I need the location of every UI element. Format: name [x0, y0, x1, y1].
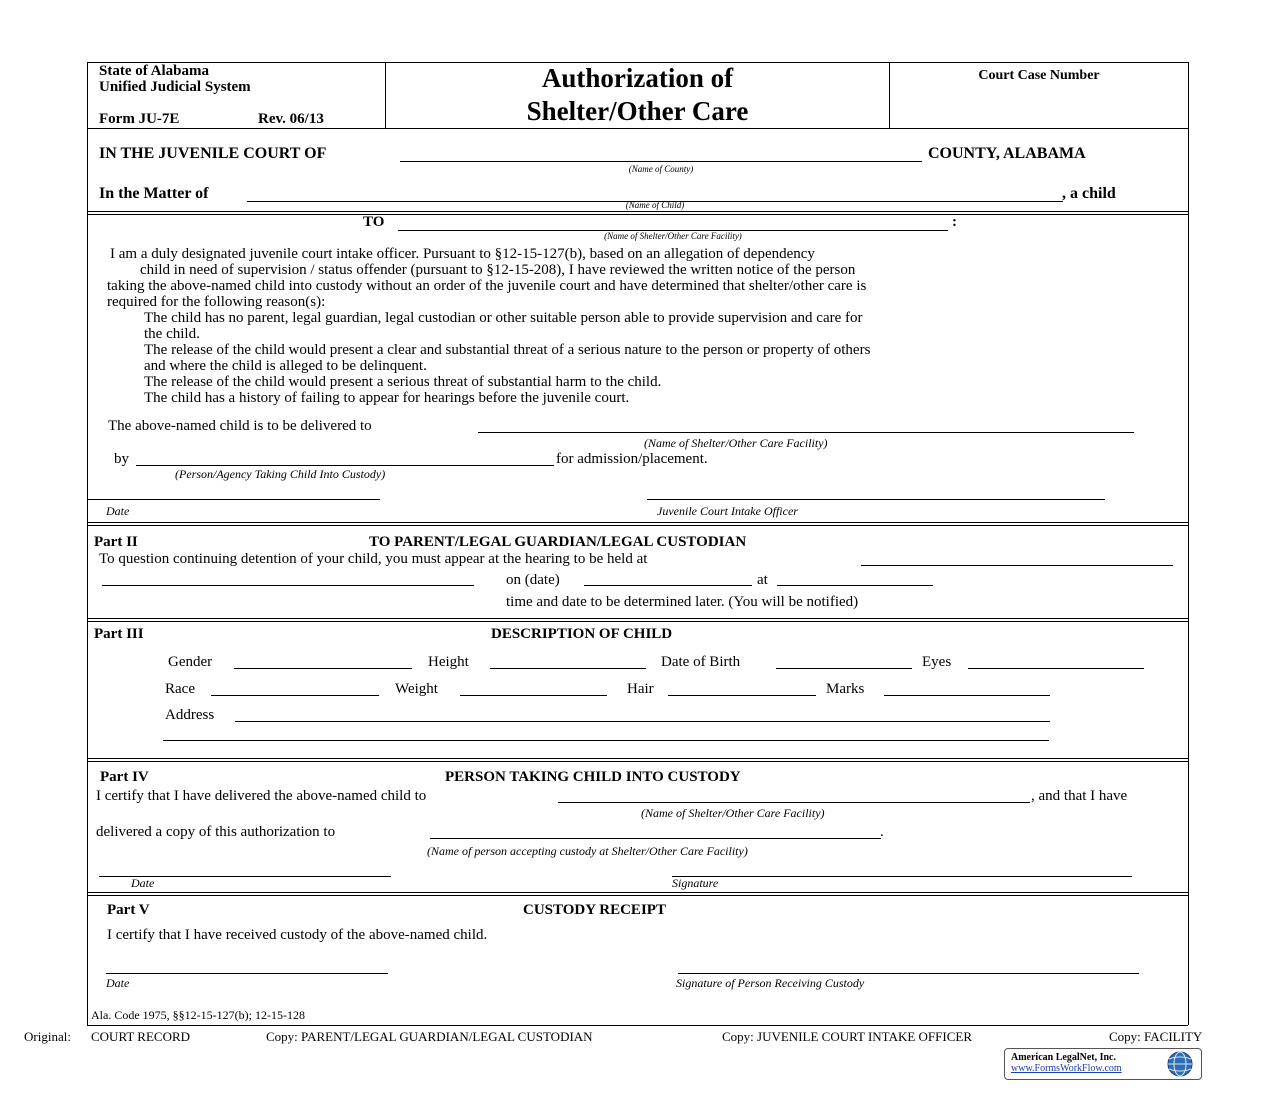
part2-heading: TO PARENT/LEGAL GUARDIAN/LEGAL CUSTODIAN	[369, 534, 747, 550]
address-input-2[interactable]	[163, 740, 1049, 741]
legalnet-logo[interactable]	[1004, 1048, 1202, 1080]
part4-label: Part IV	[100, 769, 149, 785]
hearing-time-input[interactable]	[777, 585, 933, 586]
delivered-to-label: The above-named child is to be delivered to	[108, 418, 372, 434]
to-colon: :	[952, 214, 957, 230]
code-citation: Ala. Code 1975, §§12-15-127(b); 12-15-128	[91, 1008, 305, 1022]
intro-line-3: taking the above-named child into custody without an order of the juvenile court and have determined that shelter/other care is	[107, 278, 867, 294]
part5-signature-input[interactable]	[678, 973, 1139, 974]
court-prefix: IN THE JUVENILE COURT OF	[99, 145, 327, 162]
part4-signature-label: Signature	[672, 876, 719, 890]
part4-certify: I certify that I have delivered the above-named child to	[96, 788, 427, 804]
part3-heading: DESCRIPTION OF CHILD	[491, 626, 673, 642]
intro-line-1: I am a duly designated juvenile court intake officer. Pursuant to §12-15-127(b), based on an allegation of dependency	[110, 246, 815, 262]
person-agency-input[interactable]	[136, 465, 554, 466]
copy-officer: Copy: JUVENILE COURT INTAKE OFFICER	[722, 1029, 972, 1044]
part5-date-input[interactable]	[106, 973, 388, 974]
address-label: Address	[165, 707, 215, 723]
and-that-text: , and that I have	[1031, 788, 1128, 804]
reason-3: The release of the child would present a serious threat of substantial harm to the child.	[144, 374, 662, 390]
accepting-caption: (Name of person accepting custody at Shelter/Other Care Facility)	[427, 844, 748, 858]
address-input-1[interactable]	[235, 721, 1050, 722]
by-label: by	[114, 451, 129, 467]
form-title-2: Shelter/Other Care	[526, 96, 749, 126]
delivered-facility-caption: (Name of Shelter/Other Care Facility)	[644, 436, 828, 450]
accepting-person-input[interactable]	[430, 838, 881, 839]
part1-date-label: Date	[106, 504, 130, 518]
child-caption: (Name of Child)	[625, 200, 685, 210]
to-facility-caption: (Name of Shelter/Other Care Facility)	[604, 231, 742, 241]
part2-label: Part II	[94, 534, 138, 550]
marks-input[interactable]	[884, 695, 1050, 696]
section-divider-4	[87, 758, 1188, 762]
later-text: time and date to be determined later. (You will be notified)	[506, 594, 859, 610]
part5-signature-label: Signature of Person Receiving Custody	[676, 976, 865, 990]
officer-label: Juvenile Court Intake Officer	[657, 504, 798, 518]
officer-signature-input[interactable]	[647, 499, 1105, 500]
matter-suffix: , a child	[1062, 185, 1116, 202]
logo-name: American LegalNet, Inc.	[1011, 1052, 1116, 1063]
copy-parent: Copy: PARENT/LEGAL GUARDIAN/LEGAL CUSTODIAN	[266, 1029, 593, 1044]
hair-input[interactable]	[668, 695, 816, 696]
dob-label: Date of Birth	[661, 654, 741, 670]
gender-input[interactable]	[234, 668, 412, 669]
part4-facility-input[interactable]	[558, 802, 1030, 803]
section-divider-5	[87, 892, 1188, 896]
reason-1-line-2: the child.	[144, 326, 200, 342]
hearing-date-input[interactable]	[584, 585, 752, 586]
logo-url[interactable]: www.FormsWorkFlow.com	[1011, 1063, 1122, 1074]
form-revision: Rev. 06/13	[258, 111, 324, 127]
globe-icon	[1165, 1050, 1195, 1078]
height-label: Height	[428, 654, 469, 670]
part5-heading: CUSTODY RECEIPT	[523, 902, 666, 918]
part2-line1: To question continuing detention of your child, you must appear at the hearing to be held at	[99, 551, 648, 567]
race-input[interactable]	[211, 695, 379, 696]
hearing-location-input-2[interactable]	[102, 585, 474, 586]
system-label: Unified Judicial System	[99, 79, 251, 95]
hearing-location-input[interactable]	[861, 565, 1173, 566]
hair-label: Hair	[627, 681, 654, 697]
reason-4: The child has a history of failing to appear for hearings before the juvenile court.	[144, 390, 630, 406]
person-caption-a: (Person/	[175, 467, 217, 481]
intro-line-4: required for the following reason(s):	[107, 294, 326, 310]
part5-date-label: Date	[106, 976, 130, 990]
matter-prefix: In the Matter of	[99, 185, 209, 202]
county-input[interactable]	[400, 161, 922, 162]
part5-label: Part V	[107, 902, 150, 918]
intro-line-2: child in need of supervision / status offender (pursuant to §12-15-208), I have reviewed the written notice of the person	[140, 262, 856, 278]
to-label: TO	[363, 214, 385, 230]
state-label: State of Alabama	[99, 63, 209, 79]
form-border-right	[1188, 62, 1189, 1025]
part1-date-input[interactable]	[88, 499, 380, 500]
weight-label: Weight	[395, 681, 438, 697]
eyes-input[interactable]	[968, 668, 1144, 669]
original-value: COURT RECORD	[91, 1029, 191, 1044]
county-caption: (Name of County)	[628, 164, 694, 174]
original-label: Original:	[24, 1029, 71, 1044]
case-number-label: Court Case Number	[978, 68, 1100, 83]
part4-facility-caption: (Name of Shelter/Other Care Facility)	[641, 806, 825, 820]
delivered-facility-input[interactable]	[478, 432, 1134, 433]
part4-heading: PERSON TAKING CHILD INTO CUSTODY	[445, 769, 741, 785]
height-input[interactable]	[490, 668, 646, 669]
form-border-left	[87, 62, 88, 1025]
section-divider-2	[87, 522, 1188, 526]
court-suffix: COUNTY, ALABAMA	[928, 145, 1086, 162]
race-label: Race	[165, 681, 195, 697]
section-divider-1	[87, 211, 1188, 215]
person-caption-b: Agency Taking Child Into Custody)	[216, 467, 386, 481]
delivered-copy-label: delivered a copy of this authorization to	[96, 824, 336, 840]
part5-certify: I certify that I have received custody of the above-named child.	[107, 927, 488, 943]
part3-label: Part III	[94, 626, 144, 642]
reason-2-line-1: The release of the child would present a clear and substantial threat of a serious nature to the person or property of others	[144, 342, 871, 358]
reason-2-line-2: and where the child is alleged to be delinquent.	[144, 358, 427, 374]
part4-signature-input[interactable]	[672, 876, 1132, 877]
eyes-label: Eyes	[922, 654, 952, 670]
form-title-1: Authorization of	[541, 63, 734, 93]
section-divider-3	[87, 618, 1188, 622]
at-label: at	[757, 572, 768, 588]
copy-facility: Copy: FACILITY	[1109, 1029, 1203, 1044]
form-border-bottom	[87, 1025, 1188, 1026]
for-admission: for admission/placement.	[556, 451, 708, 467]
weight-input[interactable]	[460, 695, 607, 696]
marks-label: Marks	[826, 681, 865, 697]
part4-date-label: Date	[131, 876, 155, 890]
form-number: Form JU-7E	[99, 111, 180, 127]
on-date-label: on (date)	[506, 572, 560, 588]
reason-1-line-1: The child has no parent, legal guardian, legal custodian or other suitable person able to provide supervision and care for	[144, 310, 863, 326]
dob-input[interactable]	[776, 668, 912, 669]
gender-label: Gender	[168, 654, 213, 670]
header-bottom-line	[87, 128, 1188, 129]
